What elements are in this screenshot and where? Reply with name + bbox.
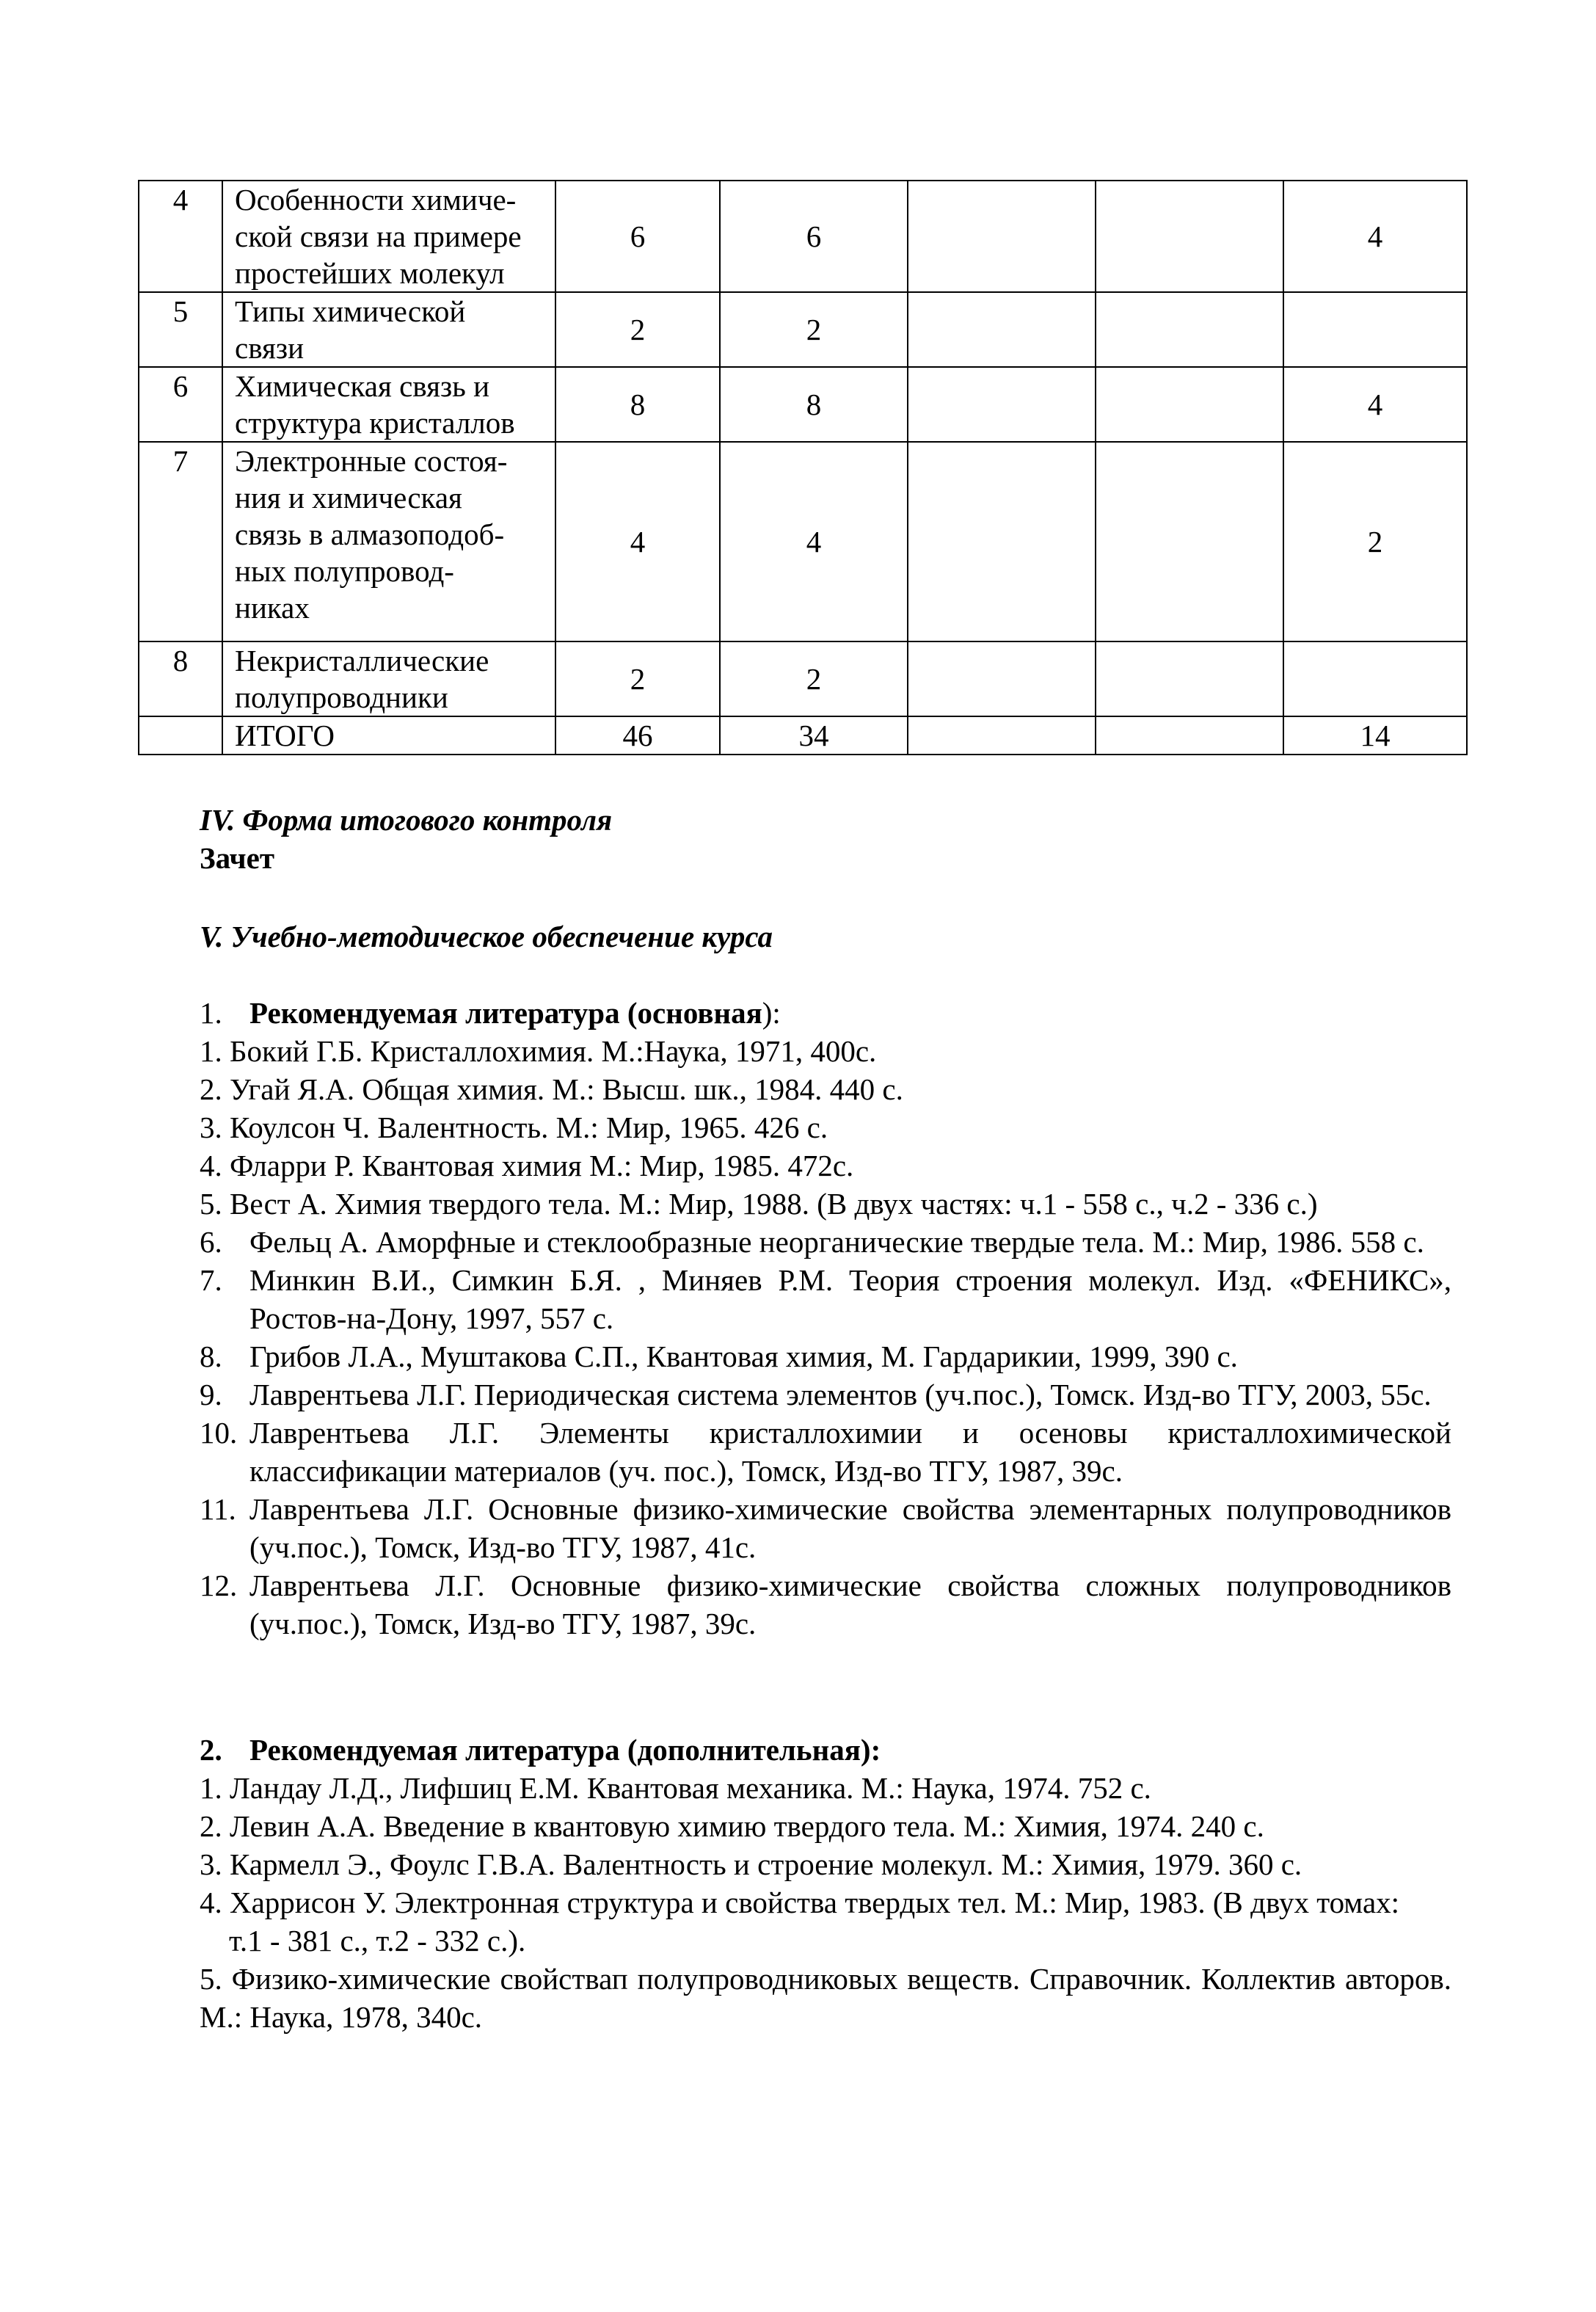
item-text: Лаврентьева Л.Г. Основные физико-химические свойства сложных полупроводников (уч.пос.), Томск, Изд-во ТГУ, 1987, 39с. — [249, 1568, 1451, 1640]
list-item: 4. Харрисон У. Электронная структура и свойства твердых тел. М.: Мир, 1983. (В двух томах: — [200, 1886, 1400, 1919]
item-text: Лаврентьева Л.Г. Периодическая система элементов (уч.пос.), Томск. Изд-во ТГУ, 2003, 55с. — [249, 1378, 1432, 1411]
list-item — [200, 1337, 1451, 1375]
table-row — [139, 442, 1467, 641]
row-number — [139, 716, 222, 755]
item-number: 7. — [200, 1263, 222, 1297]
topic-line: связь в алмазоподоб- — [235, 517, 505, 551]
main-literature-heading — [200, 994, 1451, 1032]
topic-line: Электронные состоя- — [235, 444, 508, 478]
section-5-title: V. Учебно-методическое обеспечение курса — [200, 920, 773, 953]
hours-table-body — [139, 181, 1467, 755]
cell-practice — [908, 367, 1096, 442]
cell-lectures: 8 — [720, 367, 908, 442]
cell-self-study — [1283, 292, 1467, 367]
heading-number: 2. — [200, 1733, 222, 1767]
row-topic — [222, 292, 555, 367]
row-topic — [222, 641, 555, 716]
topic-line: простейших молекул — [235, 256, 505, 290]
cell-total-hours: 2 — [555, 641, 720, 716]
heading-text: Рекомендуемая литература (основная — [249, 996, 762, 1030]
cell-labs — [1096, 442, 1283, 641]
heading-tail: ): — [762, 996, 781, 1030]
heading-number: 1. — [200, 996, 222, 1030]
item-number: 12. — [200, 1568, 238, 1602]
row-topic — [222, 367, 555, 442]
table-total-row — [139, 716, 1467, 755]
table-row — [139, 641, 1467, 716]
cell-practice — [908, 292, 1096, 367]
topic-line: структура кристаллов — [235, 406, 515, 440]
cell-labs — [1096, 181, 1283, 292]
main-literature — [200, 994, 1451, 1643]
row-number: 4 — [139, 181, 222, 292]
item-number: 8. — [200, 1339, 222, 1373]
topic-line: Особенности химиче- — [235, 183, 517, 217]
cell-self-study: 14 — [1283, 716, 1467, 755]
list-item: 1. Бокий Г.Б. Кристаллохимия. М.:Наука, 1971, 400с. — [200, 1034, 877, 1068]
item-number: 10. — [200, 1416, 238, 1450]
cell-total-hours: 46 — [555, 716, 720, 755]
item-text: Лаврентьева Л.Г. Основные физико-химические свойства элементарных полупроводников (уч.пос.), Томск, Изд-во ТГУ, 1987, 41с. — [249, 1492, 1451, 1564]
list-item: 4. Фларри Р. Квантовая химия М.: Мир, 1985. 472с. — [200, 1149, 854, 1182]
topic-line: полупроводники — [235, 680, 448, 714]
cell-practice — [908, 716, 1096, 755]
topic-line: Некристаллические — [235, 644, 489, 677]
list-item: 5. Физико-химические свойствап полупроводниковых веществ. Справочник. Коллектив авторов. М.: Наука, 1978, 340с. — [200, 1962, 1451, 2034]
list-item-continuation: т.1 - 381 с., т.2 - 332 с.). — [229, 1924, 526, 1957]
item-number: 9. — [200, 1378, 222, 1411]
row-number: 8 — [139, 641, 222, 716]
hours-table — [138, 180, 1468, 755]
cell-self-study: 4 — [1283, 181, 1467, 292]
item-text: Грибов Л.А., Муштакова С.П., Квантовая химия, М. Гардарикии, 1999, 390 с. — [249, 1339, 1238, 1373]
total-label: ИТОГО — [222, 716, 555, 755]
extra-literature-heading — [200, 1731, 1451, 1769]
cell-lectures: 6 — [720, 181, 908, 292]
cell-lectures: 2 — [720, 292, 908, 367]
cell-total-hours: 2 — [555, 292, 720, 367]
list-item — [200, 1414, 1451, 1490]
table-row — [139, 367, 1467, 442]
list-item — [200, 1261, 1451, 1337]
cell-lectures: 2 — [720, 641, 908, 716]
topic-line: связи — [235, 331, 305, 365]
cell-labs — [1096, 292, 1283, 367]
list-item: 2. Левин А.А. Введение в квантовую химию твердого тела. М.: Химия, 1974. 240 с. — [200, 1809, 1264, 1843]
table-row — [139, 181, 1467, 292]
row-topic — [222, 181, 555, 292]
cell-practice — [908, 181, 1096, 292]
section-4-title: IV. Форма итогового контроля — [200, 803, 613, 837]
list-item — [200, 1223, 1451, 1261]
list-item: 1. Ландау Л.Д., Лифшиц Е.М. Квантовая механика. М.: Наука, 1974. 752 с. — [200, 1771, 1151, 1805]
list-item: 2. Угай Я.А. Общая химия. М.: Высш. шк., 1984. 440 с. — [200, 1072, 903, 1106]
row-number: 5 — [139, 292, 222, 367]
row-number: 6 — [139, 367, 222, 442]
section-4-value: Зачет — [200, 841, 274, 875]
cell-total-hours: 6 — [555, 181, 720, 292]
cell-labs — [1096, 367, 1283, 442]
cell-labs — [1096, 641, 1283, 716]
section-course-support — [200, 917, 1451, 956]
list-item — [200, 1375, 1451, 1414]
topic-line: Химическая связь и — [235, 369, 490, 403]
list-item — [200, 1490, 1451, 1566]
item-text: Лаврентьева Л.Г. Элементы кристаллохимии и осеновы кристаллохимической классификации материалов (уч. пос.), Томск, Изд-во ТГУ, 1987, 39с. — [249, 1416, 1451, 1488]
cell-total-hours: 8 — [555, 367, 720, 442]
topic-line: никах — [235, 591, 310, 625]
table-row — [139, 292, 1467, 367]
list-item: 3. Коулсон Ч. Валентность. М.: Мир, 1965. 426 с. — [200, 1110, 828, 1144]
cell-self-study — [1283, 641, 1467, 716]
cell-total-hours: 4 — [555, 442, 720, 641]
item-number: 11. — [200, 1492, 236, 1526]
list-item: 3. Кармелл Э., Фоулс Г.В.А. Валентность и строение молекул. М.: Химия, 1979. 360 с. — [200, 1847, 1302, 1881]
extra-literature — [200, 1731, 1451, 2036]
row-topic — [222, 442, 555, 641]
heading-text: Рекомендуемая литература (дополнительная): — [249, 1733, 881, 1767]
cell-lectures: 4 — [720, 442, 908, 641]
item-text: Фельц А. Аморфные и стеклообразные неорганические твердые тела. М.: Мир, 1986. 558 с. — [249, 1225, 1424, 1259]
cell-practice — [908, 442, 1096, 641]
item-text: Минкин В.И., Симкин Б.Я. , Миняев Р.М. Теория строения молекул. Изд. «ФЕНИКС», Ростов-на-Дону, 1997, 557 с. — [249, 1263, 1451, 1335]
list-item — [200, 1566, 1451, 1643]
topic-line: ных полупровод- — [235, 554, 454, 588]
section-final-control — [200, 801, 1451, 877]
cell-lectures: 34 — [720, 716, 908, 755]
cell-self-study: 4 — [1283, 367, 1467, 442]
topic-line: ния и химическая — [235, 481, 462, 515]
row-number: 7 — [139, 442, 222, 641]
main-literature-list — [200, 1032, 1451, 1643]
cell-labs — [1096, 716, 1283, 755]
list-item: 5. Вест А. Химия твердого тела. М.: Мир, 1988. (В двух частях: ч.1 - 558 с., ч.2 - 336 с.) — [200, 1187, 1318, 1221]
cell-self-study: 2 — [1283, 442, 1467, 641]
extra-literature-list — [200, 1769, 1451, 2036]
item-number: 6. — [200, 1225, 222, 1259]
topic-line: ской связи на примере — [235, 219, 522, 253]
topic-line: Типы химической — [235, 294, 466, 328]
cell-practice — [908, 641, 1096, 716]
